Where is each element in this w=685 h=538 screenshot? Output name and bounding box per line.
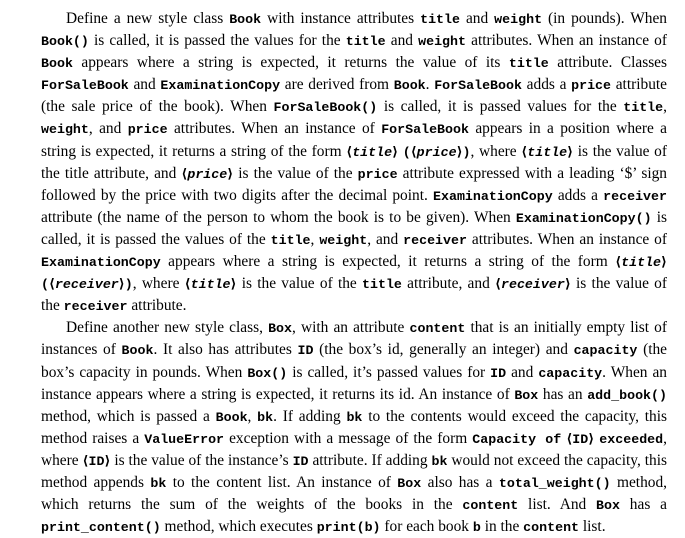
code-term: price xyxy=(357,166,398,182)
placeholder-term: title xyxy=(190,277,231,293)
code-term: ExaminationCopy xyxy=(433,188,553,204)
code-term: add_book() xyxy=(587,387,667,403)
code-term: title xyxy=(345,34,386,50)
code-term: ID xyxy=(572,431,589,447)
text-run: , where xyxy=(470,142,522,160)
text-run: list. And xyxy=(518,496,597,514)
code-term: weight xyxy=(418,34,466,50)
angle-bracket: ⟩ xyxy=(227,166,234,182)
code-term: Book xyxy=(215,409,248,425)
text-run: with instance attributes xyxy=(261,10,421,27)
code-term: bk xyxy=(257,409,274,425)
code-term: Box() xyxy=(247,365,288,381)
code-term: ExaminationCopy() xyxy=(515,210,652,226)
angle-bracket: ⟨ xyxy=(566,431,573,447)
placeholder-term: price xyxy=(416,144,457,160)
text-run: has a xyxy=(619,496,667,514)
text-run: and xyxy=(128,76,161,94)
code-term: content xyxy=(409,321,466,337)
angle-bracket: ⟨ xyxy=(181,166,188,182)
text-run: attribute. Classes xyxy=(548,54,668,72)
text-run: adds a xyxy=(521,76,572,94)
angle-bracket: ⟨ xyxy=(410,144,417,160)
text-run: exception with a message of the form xyxy=(224,429,473,447)
text-run: . xyxy=(425,76,435,94)
code-term: title xyxy=(362,277,402,293)
text-run: and xyxy=(385,32,419,50)
angle-bracket: ⟩ xyxy=(567,144,574,160)
angle-bracket: ⟨ xyxy=(521,144,528,160)
code-term: ForSaleBook xyxy=(381,122,469,138)
code-term: Capacity of xyxy=(472,431,562,447)
text-run: also has a xyxy=(421,473,499,491)
code-term: total_weight() xyxy=(498,475,611,491)
text-run: has an xyxy=(538,385,588,403)
code-term: weight xyxy=(494,12,543,27)
code-term: ID xyxy=(490,365,507,381)
code-term: exceeded xyxy=(599,431,664,447)
text-run: is called, it’s passed values for xyxy=(287,363,491,381)
text-run: Define a new style class xyxy=(66,10,230,27)
text-run: appears where a string is expected, it returns a string of the form xyxy=(160,253,616,271)
text-run: . It also has attributes xyxy=(153,341,298,359)
angle-bracket: ⟨ xyxy=(346,144,353,160)
code-term: ( xyxy=(41,277,49,293)
text-run: (in pounds). When xyxy=(542,10,667,27)
text-run: and xyxy=(506,363,539,381)
text-run: would not exceed the capacity, this method appends xyxy=(41,451,667,491)
text-run: Define another new style class, xyxy=(66,319,269,337)
placeholder-term: title xyxy=(621,255,662,271)
code-term: price xyxy=(127,122,168,138)
text-run: for each book xyxy=(380,518,473,536)
code-term: Box xyxy=(596,498,620,514)
code-term: Book() xyxy=(41,34,89,50)
text-run: attribute (the name of the person to whom the book is to be given). When xyxy=(41,208,516,226)
angle-bracket: ⟩ xyxy=(118,277,125,293)
code-term: ( xyxy=(402,144,411,160)
angle-bracket: ⟨ xyxy=(615,255,622,271)
code-term: print(b) xyxy=(316,520,381,536)
code-term: ForSaleBook xyxy=(41,78,129,94)
code-term: ExaminationCopy xyxy=(41,255,161,271)
text-run: method, which returns the sum of the weights of the books in the xyxy=(41,473,667,514)
text-run: is called, it is passed the values for the xyxy=(88,32,346,50)
text-run: attributes. When an instance of xyxy=(466,230,667,248)
text-run: adds a xyxy=(552,186,604,204)
text-run: to the contents would exceed the capacity, this method raises a xyxy=(41,407,668,447)
code-term: weight xyxy=(319,232,368,248)
paragraph-book-classes xyxy=(41,8,667,317)
angle-bracket: ⟩ xyxy=(230,277,237,293)
code-term: bk xyxy=(150,475,167,491)
code-term: ForSaleBook() xyxy=(273,100,378,116)
text-run: attribute (the sale price of the book). When xyxy=(41,76,667,116)
placeholder-term: receiver xyxy=(500,277,565,293)
code-term: ) xyxy=(462,144,471,160)
text-run: is called, it is passed values for the xyxy=(377,98,624,116)
text-run: attributes. When an instance of xyxy=(167,120,382,138)
text-run: in the xyxy=(480,518,524,536)
code-term: price xyxy=(571,78,612,94)
code-term: Box xyxy=(397,475,422,491)
text-run: , and xyxy=(88,120,128,138)
text-run: , xyxy=(663,98,667,116)
text-run: is the value of the title attribute, and xyxy=(41,142,667,182)
placeholder-term: price xyxy=(187,166,228,182)
text-run: , and xyxy=(367,230,404,248)
text-run: appears where a string is expected, it returns the value of its xyxy=(72,54,509,72)
text-run: , xyxy=(247,407,258,425)
angle-bracket: ⟨ xyxy=(495,277,501,293)
code-term: ) xyxy=(124,277,133,293)
text-run: are derived from xyxy=(280,76,394,94)
code-term: Book xyxy=(121,343,154,359)
text-run: and xyxy=(460,10,495,27)
placeholder-term: title xyxy=(352,144,393,160)
angle-bracket: ⟩ xyxy=(661,255,667,271)
text-run: attribute. xyxy=(127,297,187,315)
code-term: ID xyxy=(88,453,105,469)
text-run: , with an attribute xyxy=(292,319,410,337)
code-term: receiver xyxy=(63,299,128,315)
text-run: is called, it is passed the values of the xyxy=(41,208,667,248)
code-term: ID xyxy=(297,343,314,359)
angle-bracket: ⟩ xyxy=(588,431,595,447)
text-run: that is an initially empty list of instances of xyxy=(41,319,667,359)
code-term: ID xyxy=(292,453,309,469)
code-term: capacity xyxy=(538,365,603,381)
angle-bracket: ⟨ xyxy=(82,453,89,469)
text-run: method, which is passed a xyxy=(41,407,216,425)
text-run: . When an instance appears where a string is expected, it returns its id. An instance of xyxy=(41,363,667,403)
angle-bracket: ⟨ xyxy=(48,277,55,293)
angle-bracket: ⟩ xyxy=(564,277,571,293)
code-term: bk xyxy=(346,409,363,425)
angle-bracket: ⟩ xyxy=(456,144,463,160)
code-term: Book xyxy=(229,12,262,27)
code-term: receiver xyxy=(403,232,467,248)
code-term: bk xyxy=(431,453,448,469)
code-term: title xyxy=(420,12,460,27)
text-run: (the box’s capacity in pounds. When xyxy=(41,341,667,381)
placeholder-term: title xyxy=(527,144,568,160)
paragraph-box-class xyxy=(41,317,667,538)
text-run: . If adding xyxy=(273,407,347,425)
code-term: ForSaleBook xyxy=(434,78,522,94)
text-run: method, which executes xyxy=(160,518,317,536)
code-term: Book xyxy=(393,78,426,94)
text-run: attribute, and xyxy=(401,275,496,293)
angle-bracket: ⟩ xyxy=(392,144,399,160)
code-term: ExaminationCopy xyxy=(160,78,281,94)
code-term: Book xyxy=(41,56,73,72)
code-term: content xyxy=(523,520,580,536)
code-term: content xyxy=(462,498,519,514)
text-run: list. xyxy=(579,518,606,536)
code-term: receiver xyxy=(603,188,667,204)
text-run: appears in a position where a string is expected, it returns a string of the form xyxy=(41,120,668,160)
text-run: , where xyxy=(132,275,185,293)
code-term: capacity xyxy=(573,343,638,359)
text-run: , where xyxy=(41,429,667,469)
code-term: weight xyxy=(41,122,89,138)
angle-bracket: ⟨ xyxy=(184,277,191,293)
code-term: ValueError xyxy=(144,431,225,447)
code-term: print_content() xyxy=(41,520,161,536)
text-run: , xyxy=(310,230,320,248)
text-run: is the value of the xyxy=(233,164,358,182)
angle-bracket: ⟩ xyxy=(104,453,111,469)
text-run: attribute. If adding xyxy=(308,451,432,469)
code-term: b xyxy=(472,520,481,536)
placeholder-term: receiver xyxy=(54,277,119,293)
code-term: Box xyxy=(268,321,293,337)
code-term: title xyxy=(270,232,311,248)
code-term: title xyxy=(508,56,549,72)
text-run: is the value of the xyxy=(41,275,668,315)
text-run: is the value of the xyxy=(236,275,363,293)
text-run: to the content list. An instance of xyxy=(166,473,398,491)
text-run: attributes. When an instance of xyxy=(466,32,667,50)
code-term: title xyxy=(623,100,664,116)
text-run: (the box’s id, generally an integer) and xyxy=(313,341,574,359)
text-run: is the value of the instance’s xyxy=(110,451,293,469)
text-run: attribute expressed with a leading ‘$’ sign followed by the price with two digits after the decimal point. xyxy=(41,164,668,204)
code-term: Box xyxy=(514,387,539,403)
